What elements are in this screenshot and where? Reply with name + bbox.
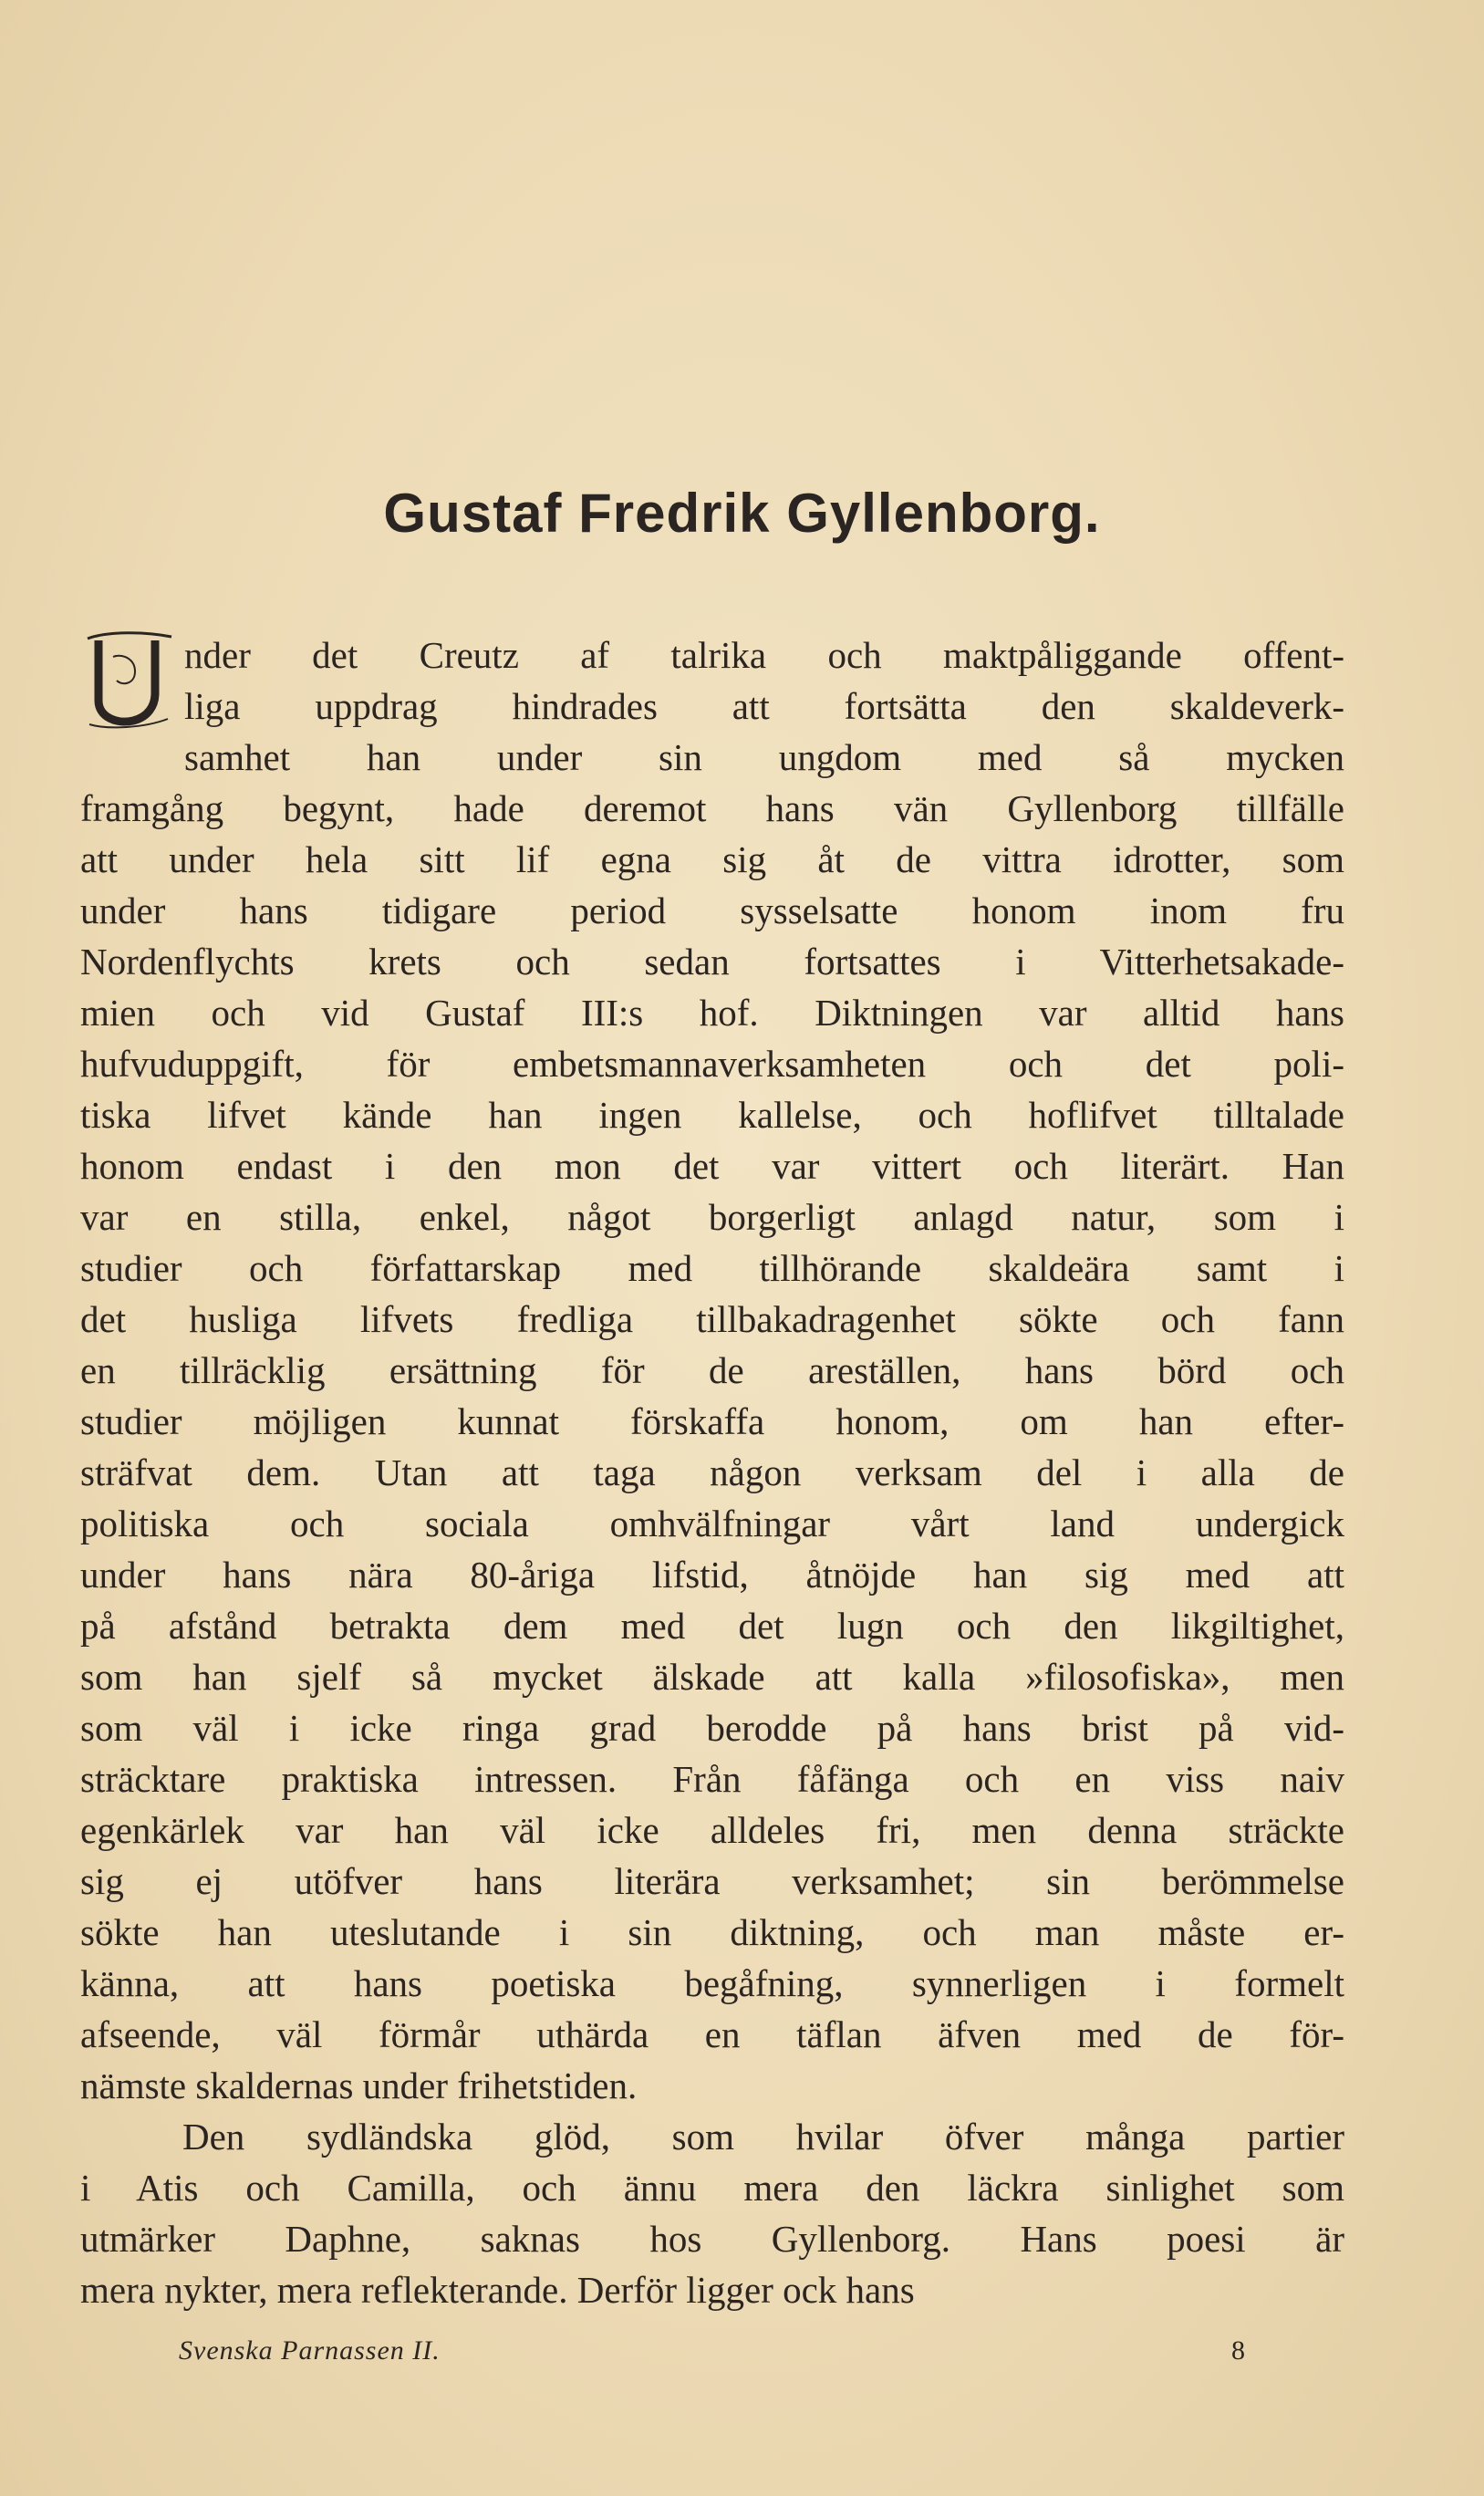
text-line: nämste skaldernas under frihetstiden. — [80, 2064, 638, 2106]
body-text — [80, 629, 1344, 2315]
text-line: sträfvat dem. Utan att taga någon verksam del i alla de — [80, 1451, 1344, 1493]
page-title: Gustaf Fredrik Gyllenborg. — [383, 483, 1101, 544]
text-line: tiska lifvet kände han ingen kallelse, och hoflifvet tilltalade — [80, 1094, 1344, 1136]
footer-sheet-number: 8 — [1231, 2335, 1245, 2366]
text-line: var en stilla, enkel, något borgerligt anlagd natur, som i — [80, 1196, 1344, 1238]
text-line: en tillräcklig ersättning för de areställen, hans börd och — [80, 1349, 1344, 1391]
text-line: nder det Creutz af talrika och maktpåliggande offent- — [184, 634, 1344, 676]
text-line: det husliga lifvets fredliga tillbakadragenhet sökte och fann — [80, 1298, 1344, 1340]
text-line: sig ej utöfver hans literära verksamhet; sin berömmelse — [80, 1860, 1344, 1902]
text-line: egenkärlek var han väl icke alldeles fri, men denna sträckte — [80, 1809, 1344, 1851]
text-line: liga uppdrag hindrades att fortsätta den skaldeverk- — [184, 685, 1344, 727]
text-line: politiska och sociala omhvälfningar vårt land undergick — [80, 1503, 1344, 1544]
text-line: mien och vid Gustaf III:s hof. Diktningen var alltid hans — [80, 992, 1344, 1034]
text-line: framgång begynt, hade deremot hans vän Gyllenborg tillfälle — [80, 787, 1344, 829]
text-line: i Atis och Camilla, och ännu mera den läckra sinlighet som — [80, 2167, 1344, 2209]
text-line: att under hela sitt lif egna sig åt de vittra idrotter, som — [80, 838, 1344, 880]
text-line: under hans tidigare period sysselsatte honom inom fru — [80, 889, 1344, 931]
text-line: på afstånd betrakta dem med det lugn och den likgiltighet, — [80, 1605, 1344, 1647]
text-line: som väl i icke ringa grad berodde på hans brist på vid- — [80, 1707, 1344, 1749]
text-line: honom endast i den mon det var vittert och literärt. Han — [80, 1145, 1344, 1187]
text-line: hufvuduppgift, för embetsmannaverksamheten och det poli- — [80, 1043, 1344, 1085]
text-line: sökte han uteslutande i sin diktning, och man måste er- — [80, 1911, 1344, 1953]
text-line: sträcktare praktiska intressen. Från fåfänga och en viss naiv — [80, 1758, 1344, 1800]
text-line: Den sydländska glöd, som hvilar öfver många partier — [182, 2116, 1344, 2158]
text-line: mera nykter, mera reflekterande. Derför ligger ock hans — [80, 2269, 915, 2311]
text-line: studier och författarskap med tillhörande skaldeära samt i — [80, 1247, 1344, 1289]
text-line: studier möjligen kunnat förskaffa honom, om han efter- — [80, 1400, 1344, 1442]
text-line: afseende, väl förmår uthärda en täflan äfven med de för- — [80, 2013, 1344, 2055]
footer-signature: Svenska Parnassen II. — [179, 2335, 441, 2366]
drop-cap-letter: U — [80, 629, 81, 630]
text-line: Nordenflychts krets och sedan fortsattes i Vitterhetsakade- — [80, 941, 1344, 983]
text-line: under hans nära 80-åriga lifstid, åtnöjde han sig med att — [80, 1554, 1344, 1596]
text-line: känna, att hans poetiska begåfning, synnerligen i formelt — [80, 1962, 1344, 2004]
text-line: samhet han under sin ungdom med så mycken — [184, 736, 1344, 778]
text-line: som han sjelf så mycket älskade att kalla »filosofiska», men — [80, 1656, 1344, 1698]
text-line: utmärker Daphne, saknas hos Gyllenborg. Hans poesi är — [80, 2218, 1344, 2260]
